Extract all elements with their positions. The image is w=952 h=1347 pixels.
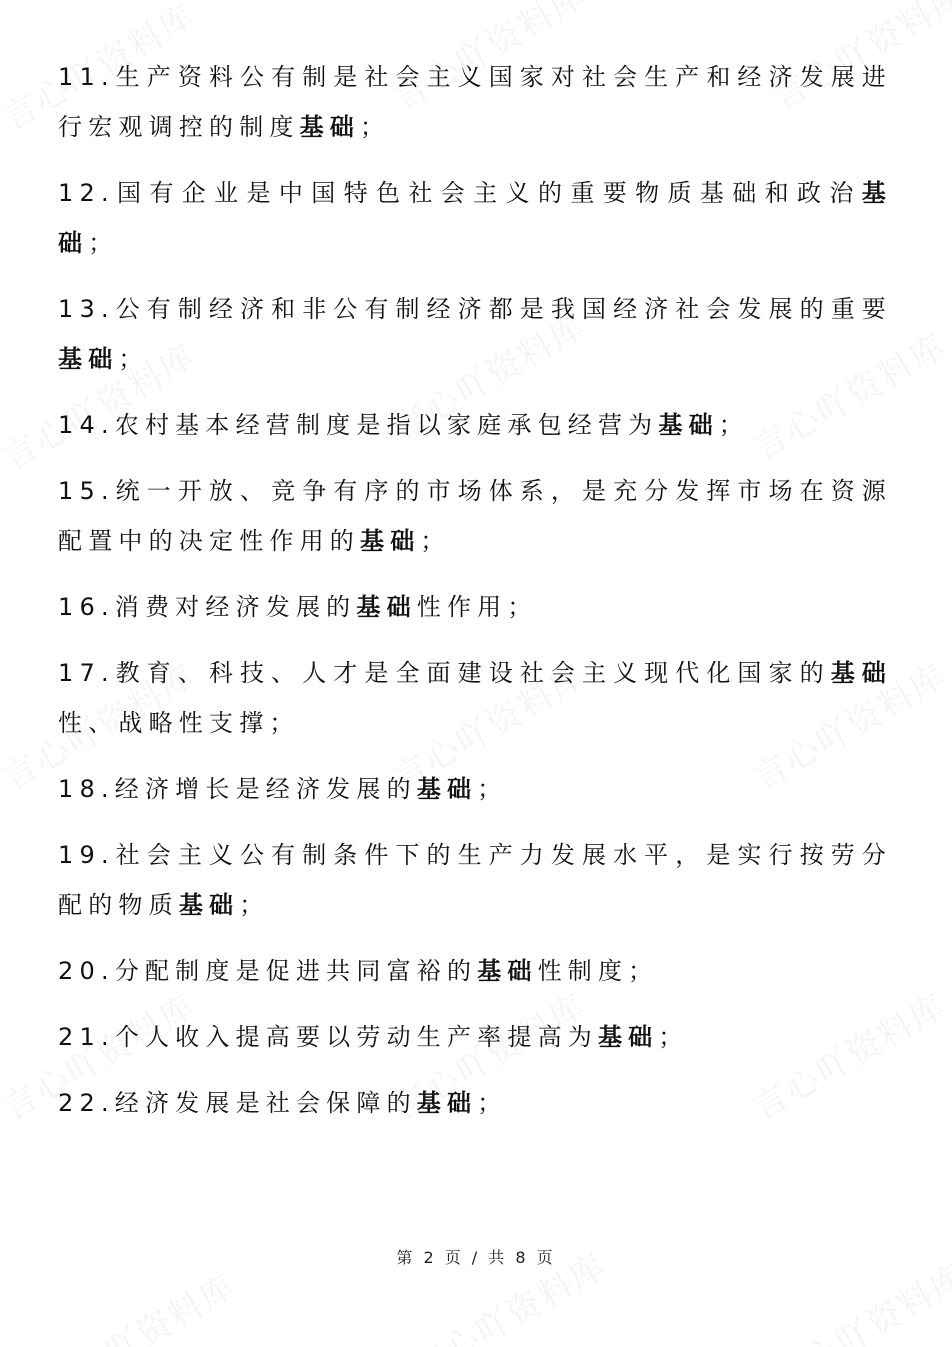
- document-body: [58, 52, 892, 1144]
- list-item: 20.分配制度是促进共同富裕的基础性制度；: [58, 957, 659, 985]
- page-footer: 第 2 页 / 共 8 页: [396, 1248, 556, 1267]
- list-item: 19.社会主义公有制条件下的生产力发展水平，是实行按劳分配的物质基础；: [58, 841, 892, 919]
- list-item: 22.经济发展是社会保障的基础；: [58, 1089, 508, 1117]
- list-item: 17.教育、科技、人才是全面建设社会主义现代化国家的基础性、战略性支撑；: [58, 659, 892, 737]
- list-item: 14.农村基本经营制度是指以家庭承包经营为基础；: [58, 411, 749, 439]
- list-item: 11.生产资料公有制是社会主义国家对社会生产和经济发展进行宏观调控的制度基础；: [58, 63, 892, 141]
- list-item: 18.经济增长是经济发展的基础；: [58, 775, 508, 803]
- list-item: 16.消费对经济发展的基础性作用；: [58, 593, 538, 621]
- list-item: 21.个人收入提高要以劳动生产率提高为基础；: [58, 1023, 689, 1051]
- list-item: 13.公有制经济和非公有制经济都是我国经济社会发展的重要基础；: [58, 295, 892, 373]
- list-item: 12.国有企业是中国特色社会主义的重要物质基础和政治基础；: [58, 179, 892, 257]
- watermark: [32, 1259, 244, 1347]
- list-item: 15.统一开放、竞争有序的市场体系，是充分发挥市场在资源配置中的决定性作用的基础；: [58, 477, 892, 555]
